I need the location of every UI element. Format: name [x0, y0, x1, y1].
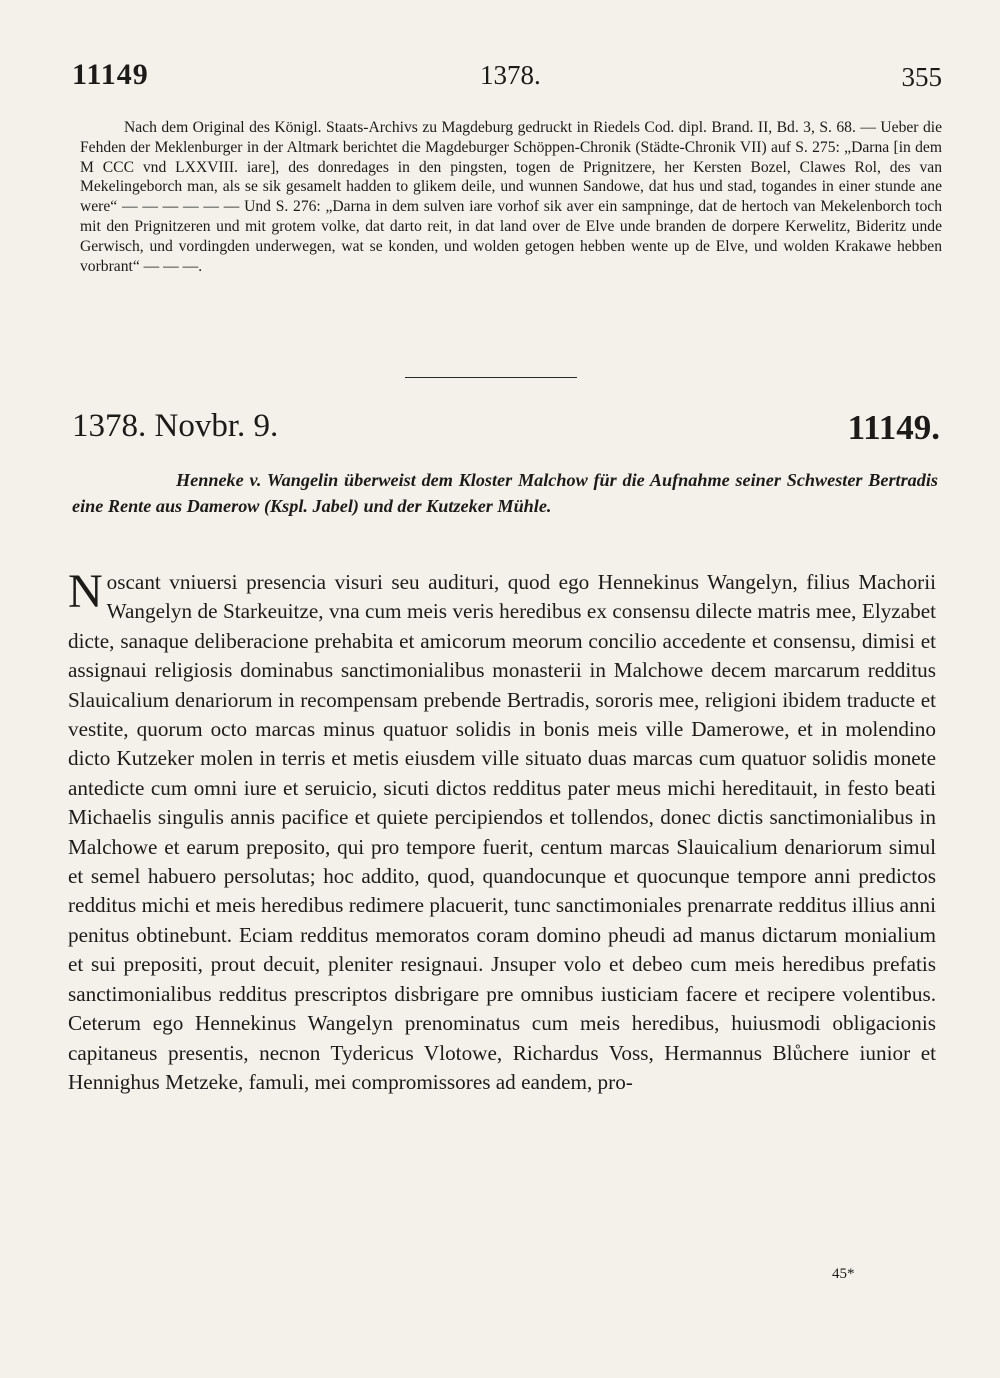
running-year: 1378. — [480, 60, 541, 90]
page-number: 355 — [901, 62, 942, 92]
notes-paragraph: Nach dem Original des Königl. Staats-Archivs zu Magdeburg gedruckt in Riedels Cod. dipl. Brand. II, Bd. 3, S. 68. — Ueber die Fehden der Meklenburger in der Altmark berichtet die Magdeburger Schöppen-Chronik (Städte-Chronik VII) auf S. 275: „Darna [in dem M CCC vnd LXXVIII. iare], des donredages in den pingsten, togen de Prignitzere, her Kersten Bozel, Clawes Rol, des van Mekelingeborch man, als se sik gesamelt hadden to glikem deile, und wunnen Sandowe, dat hus und stad, togandes in einer stunde ane were“ — — — — — — Und S. 276: „Darna in dem sulven iare vorhof sik aver ein sampninge, dat de hertoch van Mekelenborch toch mit den Prignitzeren und mit grotem volke, dat darto reit, in dat land over de Elve unde branden de dorpere Kerwelitz, Bideritz unde Gerwisch, und vordingden underwegen, wat se konden, und wolden getogen hebben wente up de Elve, und wolden Krakawe hebben vorbrant“ — — —. — [80, 119, 942, 275]
charter-heading — [72, 408, 940, 458]
running-head — [72, 58, 942, 102]
editorial-notes — [80, 118, 942, 276]
signature-mark: 45* — [832, 1266, 855, 1282]
charter-number: 11149. — [847, 408, 940, 447]
initial-letter: N — [68, 565, 103, 618]
section-divider — [405, 377, 577, 378]
regest-text: Henneke v. Wangelin überweist dem Kloster Malchow für die Aufnahme seiner Schwester Bertradis eine Rente aus Damerow (Kspl. Jabel) und der Kutzeker Mühle. — [72, 470, 938, 516]
charter-regest — [72, 468, 938, 519]
charter-date: 1378. Novbr. 9. — [72, 408, 279, 444]
document-number: 11149 — [72, 58, 149, 91]
charter-body — [68, 565, 936, 1097]
charter-text-paragraph — [68, 565, 936, 1097]
charter-text: oscant vniuersi presencia visuri seu audituri, quod ego Hennekinus Wangelyn, filius Machorii Wangelyn de Starkeuitze, vna cum meis veris heredibus ex consensu dilecte matris mee, Elyzabet dicte, sanaque deliberacione prehabita et amicorum meorum concilio accedente et consensu, dimisi et assignaui religiosis dominabus sanctimonialibus monasterii in Malchowe decem marcarum redditus Slauicalium denariorum in recompensam prebende Bertradis, sororis mee, religioni ibidem traducte et vestite, quorum octo marcas minus quatuor solidis in bonis meis ville Damerowe, et in molendino dicto Kutzeker molen in terris et metis eiusdem ville situato duas marcas cum quatuor solidis monete antedicte cum omni iure et seruicio, sicuti dictos redditus pater meus michi hereditauit, in festo beati Michaelis singulis annis pacifice et quiete percipiendos et tollendos, donec dictis sanctimonialibus in Malchowe et earum preposito, qui pro tempore fuerit, centum marcas Slauicalium denariorum simul et semel habuero persolutas; hoc addito, quod, quandocunque et quocunque tempore anni predictos redditus michi et meis heredibus redimere placuerit, tunc sanctimoniales prenarrate redditus illius anni penitus obtinebunt. Eciam redditus memoratos coram domino pheudi ad manus dictarum monialium et sui prepositi, prout decuit, pleniter resignaui. Jnsuper volo et debeo cum meis heredibus prefatis sanctimonialibus redditus prescriptos disbrigare pre omnibus iusticiam facere et recipere volentibus. Ceterum ego Hennekinus Wangelyn prenominatus cum meis heredibus, huiusmodi obligacionis capitaneus presentis, necnon Tydericus Vlotowe, Richardus Voss, Hermannus Blůchere iunior et Hennighus Metzeke, famuli, mei compromissores ad eandem, pro- — [68, 570, 936, 1094]
